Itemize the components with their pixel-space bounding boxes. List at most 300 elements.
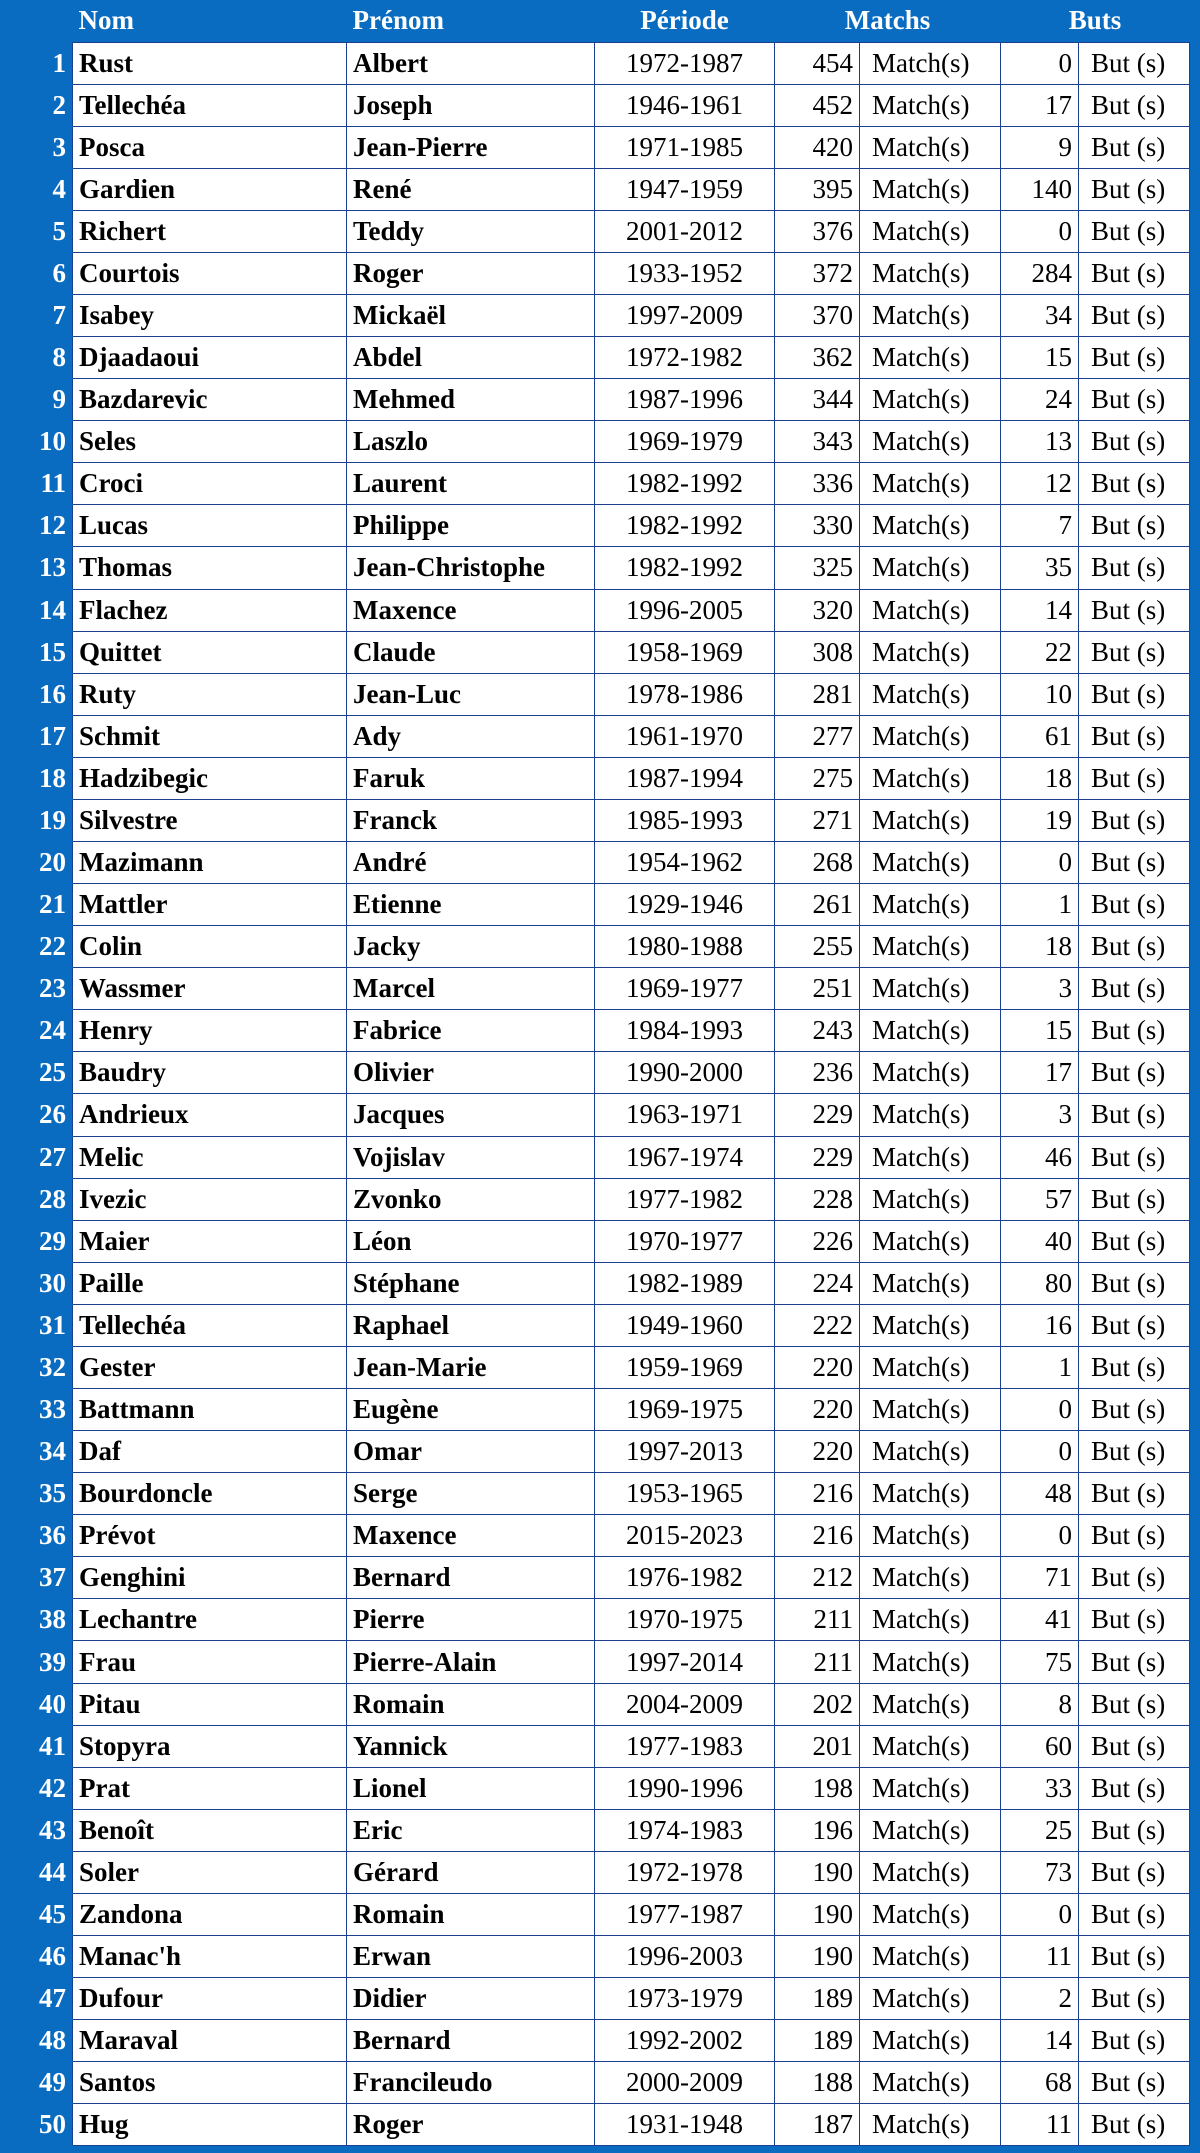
header-periode: Période [595, 0, 775, 42]
rank-cell: 42 [1, 1767, 73, 1809]
prenom-cell: Olivier [347, 1052, 595, 1094]
periode-cell: 1977-1982 [595, 1178, 775, 1220]
matchs-label-cell: Match(s) [860, 547, 1001, 589]
rank-cell: 2 [1, 84, 73, 126]
nom-cell: Genghini [73, 1557, 347, 1599]
buts-label-cell: But (s) [1079, 1178, 1190, 1220]
matchs-count-cell: 275 [775, 757, 860, 799]
matchs-count-cell: 216 [775, 1515, 860, 1557]
matchs-label-cell: Match(s) [860, 757, 1001, 799]
rank-cell: 25 [1, 1052, 73, 1094]
prenom-cell: Ady [347, 715, 595, 757]
matchs-count-cell: 395 [775, 168, 860, 210]
nom-cell: Djaadaoui [73, 337, 347, 379]
table-row [1, 1978, 1190, 2020]
periode-cell: 1974-1983 [595, 1809, 775, 1851]
rank-cell: 8 [1, 337, 73, 379]
periode-cell: 1970-1975 [595, 1599, 775, 1641]
prenom-cell: Laurent [347, 463, 595, 505]
buts-count-cell: 25 [1001, 1809, 1079, 1851]
buts-count-cell: 9 [1001, 126, 1079, 168]
rank-cell: 32 [1, 1346, 73, 1388]
matchs-count-cell: 228 [775, 1178, 860, 1220]
matchs-label-cell: Match(s) [860, 1725, 1001, 1767]
matchs-count-cell: 189 [775, 2020, 860, 2062]
buts-label-cell: But (s) [1079, 1346, 1190, 1388]
prenom-cell: Eric [347, 1809, 595, 1851]
table-row [1, 168, 1190, 210]
buts-count-cell: 11 [1001, 2104, 1079, 2146]
buts-count-cell: 14 [1001, 589, 1079, 631]
table-row [1, 1094, 1190, 1136]
table-row [1, 337, 1190, 379]
periode-cell: 1949-1960 [595, 1304, 775, 1346]
matchs-label-cell: Match(s) [860, 379, 1001, 421]
rank-cell: 15 [1, 631, 73, 673]
buts-label-cell: But (s) [1079, 421, 1190, 463]
buts-label-cell: But (s) [1079, 252, 1190, 294]
rank-cell: 37 [1, 1557, 73, 1599]
buts-label-cell: But (s) [1079, 126, 1190, 168]
matchs-count-cell: 188 [775, 2062, 860, 2104]
nom-cell: Dufour [73, 1978, 347, 2020]
periode-cell: 1946-1961 [595, 84, 775, 126]
matchs-count-cell: 344 [775, 379, 860, 421]
periode-cell: 1972-1978 [595, 1851, 775, 1893]
nom-cell: Battmann [73, 1389, 347, 1431]
rank-cell: 46 [1, 1936, 73, 1978]
buts-count-cell: 19 [1001, 799, 1079, 841]
nom-cell: Quittet [73, 631, 347, 673]
rank-cell: 1 [1, 42, 73, 84]
nom-cell: Bazdarevic [73, 379, 347, 421]
matchs-label-cell: Match(s) [860, 294, 1001, 336]
rank-cell: 27 [1, 1136, 73, 1178]
table-row [1, 884, 1190, 926]
buts-count-cell: 0 [1001, 1431, 1079, 1473]
rank-cell: 30 [1, 1262, 73, 1304]
buts-label-cell: But (s) [1079, 463, 1190, 505]
matchs-label-cell: Match(s) [860, 2062, 1001, 2104]
matchs-count-cell: 454 [775, 42, 860, 84]
buts-label-cell: But (s) [1079, 42, 1190, 84]
nom-cell: Courtois [73, 252, 347, 294]
matchs-count-cell: 202 [775, 1683, 860, 1725]
table-row [1, 1936, 1190, 1978]
table-row [1, 421, 1190, 463]
prenom-cell: Joseph [347, 84, 595, 126]
periode-cell: 1997-2014 [595, 1641, 775, 1683]
matchs-count-cell: 376 [775, 210, 860, 252]
matchs-count-cell: 330 [775, 505, 860, 547]
rank-cell: 12 [1, 505, 73, 547]
buts-count-cell: 0 [1001, 42, 1079, 84]
rank-cell: 45 [1, 1893, 73, 1935]
matchs-label-cell: Match(s) [860, 1220, 1001, 1262]
buts-label-cell: But (s) [1079, 379, 1190, 421]
table-row [1, 757, 1190, 799]
prenom-cell: Maxence [347, 589, 595, 631]
nom-cell: Tellechéa [73, 84, 347, 126]
matchs-count-cell: 212 [775, 1557, 860, 1599]
nom-cell: Ruty [73, 673, 347, 715]
prenom-cell: Erwan [347, 1936, 595, 1978]
table-row [1, 1767, 1190, 1809]
prenom-cell: Roger [347, 252, 595, 294]
matchs-label-cell: Match(s) [860, 126, 1001, 168]
matchs-label-cell: Match(s) [860, 84, 1001, 126]
periode-cell: 2000-2009 [595, 2062, 775, 2104]
prenom-cell: Teddy [347, 210, 595, 252]
prenom-cell: Marcel [347, 968, 595, 1010]
periode-cell: 1959-1969 [595, 1346, 775, 1388]
rank-cell: 29 [1, 1220, 73, 1262]
periode-cell: 1982-1992 [595, 547, 775, 589]
matchs-count-cell: 220 [775, 1346, 860, 1388]
buts-count-cell: 7 [1001, 505, 1079, 547]
matchs-label-cell: Match(s) [860, 42, 1001, 84]
buts-label-cell: But (s) [1079, 1010, 1190, 1052]
periode-cell: 1996-2003 [595, 1936, 775, 1978]
rank-cell: 20 [1, 841, 73, 883]
prenom-cell: Bernard [347, 2020, 595, 2062]
periode-cell: 1931-1948 [595, 2104, 775, 2146]
prenom-cell: Claude [347, 631, 595, 673]
periode-cell: 1987-1994 [595, 757, 775, 799]
prenom-cell: Pierre [347, 1599, 595, 1641]
header-prenom: Prénom [347, 0, 595, 42]
periode-cell: 1933-1952 [595, 252, 775, 294]
matchs-count-cell: 251 [775, 968, 860, 1010]
periode-cell: 1977-1987 [595, 1893, 775, 1935]
prenom-cell: Jean-Marie [347, 1346, 595, 1388]
table-row [1, 2062, 1190, 2104]
matchs-count-cell: 189 [775, 1978, 860, 2020]
rank-cell: 47 [1, 1978, 73, 2020]
rank-cell: 49 [1, 2062, 73, 2104]
rank-cell: 24 [1, 1010, 73, 1052]
matchs-label-cell: Match(s) [860, 1010, 1001, 1052]
matchs-count-cell: 271 [775, 799, 860, 841]
periode-cell: 2015-2023 [595, 1515, 775, 1557]
buts-label-cell: But (s) [1079, 589, 1190, 631]
nom-cell: Santos [73, 2062, 347, 2104]
prenom-cell: André [347, 841, 595, 883]
prenom-cell: Léon [347, 1220, 595, 1262]
rank-cell: 48 [1, 2020, 73, 2062]
periode-cell: 1970-1977 [595, 1220, 775, 1262]
nom-cell: Henry [73, 1010, 347, 1052]
table-row [1, 294, 1190, 336]
buts-count-cell: 12 [1001, 463, 1079, 505]
buts-label-cell: But (s) [1079, 547, 1190, 589]
table-row [1, 1431, 1190, 1473]
buts-count-cell: 73 [1001, 1851, 1079, 1893]
header-nom: Nom [73, 0, 347, 42]
matchs-count-cell: 196 [775, 1809, 860, 1851]
prenom-cell: Pierre-Alain [347, 1641, 595, 1683]
periode-cell: 1985-1993 [595, 799, 775, 841]
periode-cell: 1990-2000 [595, 1052, 775, 1094]
matchs-label-cell: Match(s) [860, 884, 1001, 926]
rank-cell: 34 [1, 1431, 73, 1473]
nom-cell: Maraval [73, 2020, 347, 2062]
table-header [1, 0, 1190, 42]
matchs-label-cell: Match(s) [860, 1262, 1001, 1304]
matchs-count-cell: 308 [775, 631, 860, 673]
periode-cell: 1954-1962 [595, 841, 775, 883]
table-row [1, 1220, 1190, 1262]
nom-cell: Wassmer [73, 968, 347, 1010]
table-row [1, 631, 1190, 673]
buts-count-cell: 18 [1001, 757, 1079, 799]
nom-cell: Daf [73, 1431, 347, 1473]
buts-label-cell: But (s) [1079, 1683, 1190, 1725]
matchs-count-cell: 372 [775, 252, 860, 294]
buts-label-cell: But (s) [1079, 1389, 1190, 1431]
matchs-label-cell: Match(s) [860, 715, 1001, 757]
table-body [1, 42, 1190, 2146]
rank-cell: 17 [1, 715, 73, 757]
table-row [1, 1052, 1190, 1094]
buts-count-cell: 3 [1001, 968, 1079, 1010]
rank-cell: 6 [1, 252, 73, 294]
buts-label-cell: But (s) [1079, 1094, 1190, 1136]
periode-cell: 1953-1965 [595, 1473, 775, 1515]
matchs-count-cell: 190 [775, 1893, 860, 1935]
rank-cell: 4 [1, 168, 73, 210]
prenom-cell: Didier [347, 1978, 595, 2020]
buts-count-cell: 15 [1001, 337, 1079, 379]
matchs-label-cell: Match(s) [860, 421, 1001, 463]
table-row [1, 841, 1190, 883]
prenom-cell: Jacques [347, 1094, 595, 1136]
rank-cell: 14 [1, 589, 73, 631]
buts-label-cell: But (s) [1079, 2104, 1190, 2146]
buts-count-cell: 140 [1001, 168, 1079, 210]
buts-label-cell: But (s) [1079, 1767, 1190, 1809]
table-row [1, 1304, 1190, 1346]
periode-cell: 1969-1979 [595, 421, 775, 463]
nom-cell: Paille [73, 1262, 347, 1304]
matchs-label-cell: Match(s) [860, 1473, 1001, 1515]
matchs-count-cell: 211 [775, 1641, 860, 1683]
matchs-label-cell: Match(s) [860, 589, 1001, 631]
buts-label-cell: But (s) [1079, 757, 1190, 799]
buts-count-cell: 13 [1001, 421, 1079, 463]
rank-cell: 13 [1, 547, 73, 589]
buts-count-cell: 1 [1001, 1346, 1079, 1388]
periode-cell: 1978-1986 [595, 673, 775, 715]
periode-cell: 1947-1959 [595, 168, 775, 210]
table-row [1, 547, 1190, 589]
matchs-count-cell: 190 [775, 1936, 860, 1978]
matchs-label-cell: Match(s) [860, 337, 1001, 379]
buts-count-cell: 40 [1001, 1220, 1079, 1262]
prenom-cell: Lionel [347, 1767, 595, 1809]
rank-cell: 21 [1, 884, 73, 926]
buts-count-cell: 2 [1001, 1978, 1079, 2020]
nom-cell: Rust [73, 42, 347, 84]
matchs-label-cell: Match(s) [860, 1683, 1001, 1725]
prenom-cell: Laszlo [347, 421, 595, 463]
matchs-label-cell: Match(s) [860, 1304, 1001, 1346]
nom-cell: Thomas [73, 547, 347, 589]
matchs-count-cell: 229 [775, 1094, 860, 1136]
table-row [1, 589, 1190, 631]
nom-cell: Flachez [73, 589, 347, 631]
buts-label-cell: But (s) [1079, 841, 1190, 883]
matchs-label-cell: Match(s) [860, 210, 1001, 252]
buts-label-cell: But (s) [1079, 1304, 1190, 1346]
matchs-count-cell: 420 [775, 126, 860, 168]
rank-cell: 28 [1, 1178, 73, 1220]
rank-cell: 3 [1, 126, 73, 168]
buts-count-cell: 14 [1001, 2020, 1079, 2062]
matchs-count-cell: 198 [775, 1767, 860, 1809]
periode-cell: 1996-2005 [595, 589, 775, 631]
table-row [1, 1725, 1190, 1767]
matchs-count-cell: 222 [775, 1304, 860, 1346]
prenom-cell: Omar [347, 1431, 595, 1473]
matchs-label-cell: Match(s) [860, 1809, 1001, 1851]
matchs-count-cell: 362 [775, 337, 860, 379]
matchs-count-cell: 220 [775, 1431, 860, 1473]
buts-count-cell: 41 [1001, 1599, 1079, 1641]
header-row [1, 0, 1190, 42]
table-row [1, 673, 1190, 715]
buts-label-cell: But (s) [1079, 1978, 1190, 2020]
periode-cell: 1982-1992 [595, 505, 775, 547]
matchs-label-cell: Match(s) [860, 968, 1001, 1010]
rank-cell: 40 [1, 1683, 73, 1725]
rank-cell: 33 [1, 1389, 73, 1431]
periode-cell: 1992-2002 [595, 2020, 775, 2062]
matchs-count-cell: 255 [775, 926, 860, 968]
table-row [1, 1599, 1190, 1641]
buts-label-cell: But (s) [1079, 210, 1190, 252]
periode-cell: 1997-2013 [595, 1431, 775, 1473]
rank-cell: 43 [1, 1809, 73, 1851]
prenom-cell: Roger [347, 2104, 595, 2146]
table-row [1, 799, 1190, 841]
periode-cell: 1972-1987 [595, 42, 775, 84]
nom-cell: Hug [73, 2104, 347, 2146]
matchs-count-cell: 325 [775, 547, 860, 589]
buts-label-cell: But (s) [1079, 2062, 1190, 2104]
header-buts: Buts [1001, 0, 1190, 42]
nom-cell: Posca [73, 126, 347, 168]
prenom-cell: Mickaël [347, 294, 595, 336]
table-row [1, 1136, 1190, 1178]
table-row [1, 42, 1190, 84]
buts-count-cell: 71 [1001, 1557, 1079, 1599]
periode-cell: 2004-2009 [595, 1683, 775, 1725]
periode-cell: 1973-1979 [595, 1978, 775, 2020]
matchs-label-cell: Match(s) [860, 252, 1001, 294]
matchs-label-cell: Match(s) [860, 168, 1001, 210]
periode-cell: 1990-1996 [595, 1767, 775, 1809]
matchs-label-cell: Match(s) [860, 1389, 1001, 1431]
buts-label-cell: But (s) [1079, 1473, 1190, 1515]
nom-cell: Silvestre [73, 799, 347, 841]
prenom-cell: Eugène [347, 1389, 595, 1431]
prenom-cell: Abdel [347, 337, 595, 379]
buts-label-cell: But (s) [1079, 673, 1190, 715]
table-row [1, 1851, 1190, 1893]
periode-cell: 1997-2009 [595, 294, 775, 336]
matchs-label-cell: Match(s) [860, 1178, 1001, 1220]
matchs-label-cell: Match(s) [860, 2020, 1001, 2062]
periode-cell: 1969-1975 [595, 1389, 775, 1431]
matchs-label-cell: Match(s) [860, 1557, 1001, 1599]
rank-cell: 41 [1, 1725, 73, 1767]
matchs-count-cell: 224 [775, 1262, 860, 1304]
matchs-count-cell: 220 [775, 1389, 860, 1431]
buts-label-cell: But (s) [1079, 1809, 1190, 1851]
matchs-count-cell: 343 [775, 421, 860, 463]
buts-label-cell: But (s) [1079, 926, 1190, 968]
nom-cell: Mazimann [73, 841, 347, 883]
table-row [1, 252, 1190, 294]
table-row [1, 926, 1190, 968]
matchs-label-cell: Match(s) [860, 505, 1001, 547]
matchs-count-cell: 277 [775, 715, 860, 757]
nom-cell: Hadzibegic [73, 757, 347, 799]
periode-cell: 1971-1985 [595, 126, 775, 168]
matchs-count-cell: 211 [775, 1599, 860, 1641]
table-row [1, 1557, 1190, 1599]
rank-cell: 11 [1, 463, 73, 505]
matchs-label-cell: Match(s) [860, 1641, 1001, 1683]
prenom-cell: Yannick [347, 1725, 595, 1767]
periode-cell: 1982-1989 [595, 1262, 775, 1304]
nom-cell: Gardien [73, 168, 347, 210]
table-row [1, 126, 1190, 168]
nom-cell: Ivezic [73, 1178, 347, 1220]
buts-count-cell: 0 [1001, 1515, 1079, 1557]
buts-label-cell: But (s) [1079, 799, 1190, 841]
table-row [1, 1473, 1190, 1515]
rank-cell: 35 [1, 1473, 73, 1515]
prenom-cell: Jean-Luc [347, 673, 595, 715]
table-row [1, 2104, 1190, 2146]
prenom-cell: Maxence [347, 1515, 595, 1557]
rank-cell: 36 [1, 1515, 73, 1557]
buts-count-cell: 68 [1001, 2062, 1079, 2104]
buts-label-cell: But (s) [1079, 715, 1190, 757]
buts-count-cell: 24 [1001, 379, 1079, 421]
buts-count-cell: 18 [1001, 926, 1079, 968]
buts-label-cell: But (s) [1079, 168, 1190, 210]
buts-label-cell: But (s) [1079, 2020, 1190, 2062]
nom-cell: Soler [73, 1851, 347, 1893]
matchs-label-cell: Match(s) [860, 673, 1001, 715]
matchs-label-cell: Match(s) [860, 463, 1001, 505]
buts-count-cell: 34 [1001, 294, 1079, 336]
nom-cell: Prat [73, 1767, 347, 1809]
matchs-count-cell: 187 [775, 2104, 860, 2146]
nom-cell: Richert [73, 210, 347, 252]
periode-cell: 1967-1974 [595, 1136, 775, 1178]
matchs-count-cell: 229 [775, 1136, 860, 1178]
prenom-cell: Franck [347, 799, 595, 841]
buts-label-cell: But (s) [1079, 1851, 1190, 1893]
buts-count-cell: 15 [1001, 1010, 1079, 1052]
nom-cell: Stopyra [73, 1725, 347, 1767]
rank-cell: 19 [1, 799, 73, 841]
matchs-label-cell: Match(s) [860, 799, 1001, 841]
